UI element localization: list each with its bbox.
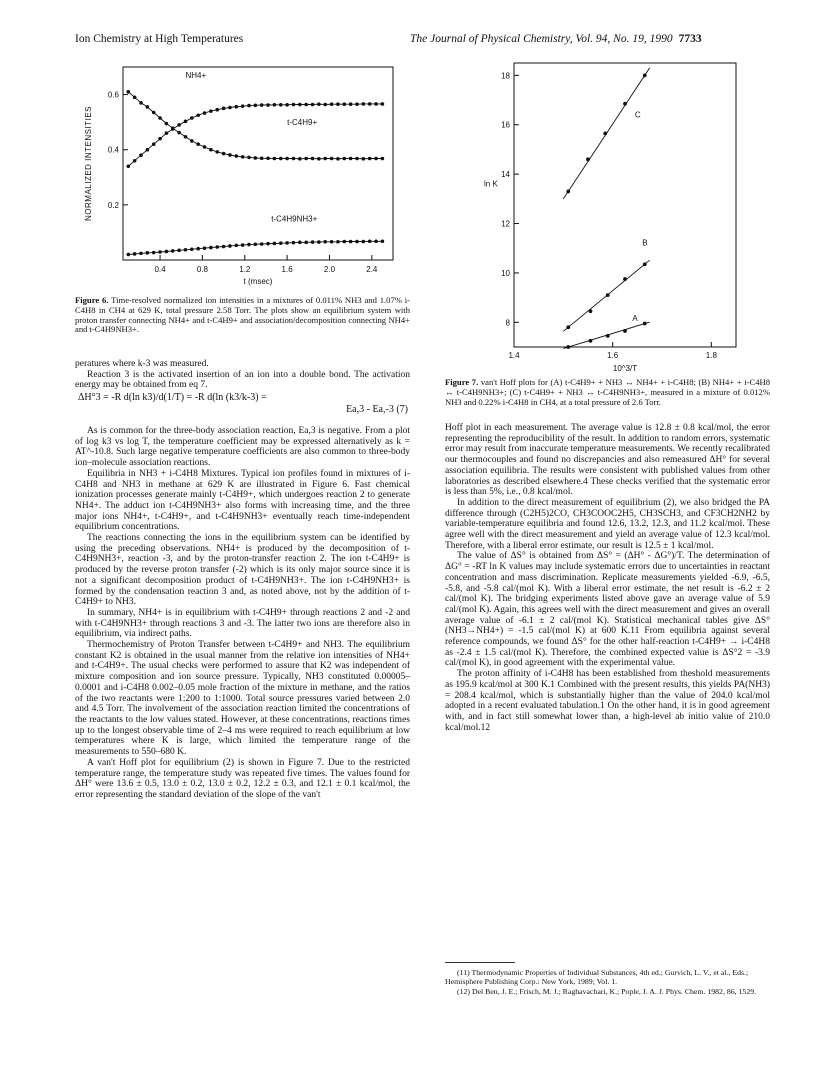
data-point (190, 116, 194, 120)
y-tick-label: 8 (505, 318, 510, 328)
x-tick-label: 1.8 (705, 351, 717, 360)
left-column-top (75, 359, 410, 391)
series-label: t-C4H9+ (287, 117, 318, 127)
data-point (586, 157, 590, 161)
figure-7-caption-text: van't Hoff plots for (A) t-C4H9+ + NH3 ↔ NH4+ + i-C4H8; (B) NH4+ + i-C4H8 ↔ t-C4H9NH3+; (C) t-C4H9+ + NH3 ↔ t-C4H9NH3+, measured in a mixture of 0.012% NH3 and 0.22% i-C4H8 in CH4, at a total pressure of 2.6 Torr. (445, 377, 771, 407)
y-tick-label: 0.2 (107, 200, 119, 210)
data-point (152, 142, 156, 146)
data-point (355, 240, 359, 244)
series-label: t-C4H9NH3+ (271, 214, 318, 224)
data-point (273, 103, 277, 107)
x-tick-label: 0.8 (196, 265, 208, 274)
data-point (342, 157, 346, 161)
data-point (133, 159, 137, 163)
figure-6-caption (75, 296, 410, 335)
data-point (228, 153, 232, 157)
data-point (209, 246, 213, 250)
figure-7-caption-label: Figure 7. (445, 377, 479, 387)
data-point (177, 249, 181, 253)
data-point (349, 157, 353, 161)
data-point (317, 240, 321, 244)
data-point (349, 102, 353, 106)
paragraph: Reaction 3 is the activated insertion of an ion into a double bond. The activation energy may be obtained from eq 7. (75, 369, 410, 391)
data-point (171, 249, 175, 253)
equation-7 (78, 392, 408, 415)
y-tick-label: 10 (501, 268, 510, 278)
data-point (165, 122, 169, 126)
x-axis-label: 10^3/T (612, 364, 638, 373)
data-point (368, 102, 372, 106)
data-point (196, 247, 200, 251)
data-point (203, 111, 207, 115)
data-point (126, 253, 130, 257)
data-point (209, 148, 213, 152)
data-point (184, 135, 188, 139)
data-point (330, 102, 334, 106)
data-point (260, 242, 264, 246)
data-point (190, 139, 194, 143)
data-point (362, 240, 366, 244)
data-point (126, 90, 130, 94)
figure-6-plot (75, 55, 415, 290)
left-column-body (75, 426, 410, 801)
data-point (209, 109, 213, 113)
data-point (323, 240, 327, 244)
data-point (165, 131, 169, 135)
figure-7-caption (445, 378, 770, 407)
data-point (234, 105, 238, 109)
data-point (215, 108, 219, 112)
data-point (234, 244, 238, 248)
data-point (374, 157, 378, 161)
paragraph: Equilibria in NH3 + i-C4H8 Mixtures. Typical ion profiles found in mixtures of i-C4H8 and NH3 in methane at 629 K are illustrated in Figure 6. Fast chemical ionization processes generate mainly t-C4H9+, which undergoes reaction 2 to generate NH4+. The adduct ion t-C4H9NH3+ also forms with increasing time, and the three major ions NH4+, t-C4H9+, and t-C4H9NH3+ eventually reach time-independent equilibrium concentrations. (75, 468, 410, 533)
footnote-rule (445, 962, 515, 963)
data-point (228, 106, 232, 110)
equation-line-2 (78, 404, 408, 415)
data-point (589, 339, 593, 343)
data-point (336, 240, 340, 244)
data-point (222, 152, 226, 156)
y-tick-label: 14 (501, 170, 510, 180)
data-point (247, 156, 251, 160)
data-point (355, 157, 359, 161)
data-point (241, 243, 245, 247)
data-point (342, 102, 346, 106)
series-label: NH4+ (185, 71, 207, 81)
x-tick-label: 0.4 (154, 265, 166, 274)
paragraph: Thermochemistry of Proton Transfer between t-C4H9+ and NH3. The equilibrium constant K2 is obtained in the usual manner from the relative ion intensities of NH4+ and t-C4H9+. The usual checks were performed to assure that K2 was independent of mixture composition and ion source pressure. Typically, NH3 constituted 0.00005–0.0001 and i-C4H8 0.002–0.05 mole fraction of the mixture in methane, and the ratios of the two reactants were 1:200 to 1:1000. Total source pressures varied between 2.0 and 4.5 Torr. The involvement of the association reaction limited the concentrations of the reactants to the low values stated. However, at these concentrations, reactions times up to the longest observable time of 2–4 ms were required to reach equilibrium at low temperatures where K is large, which limited the temperature range of the measurements to 550–680 K. (75, 640, 410, 758)
data-point (158, 116, 162, 120)
data-point (152, 251, 156, 255)
data-point (330, 157, 334, 161)
data-point (643, 322, 647, 326)
data-point (146, 105, 150, 109)
data-point (152, 111, 156, 115)
data-point (317, 157, 321, 161)
data-point (203, 145, 207, 149)
y-tick-label: 12 (501, 219, 510, 229)
data-point (374, 239, 378, 243)
paragraph: In summary, NH4+ is in equilibrium with t-C4H9+ through reactions 2 and -2 and with t-C4H9NH3+ through reactions 3 and -3. The latter two ions are therefore also in equilibrium, via indirect paths. (75, 607, 410, 640)
y-axis-label: NORMALIZED INTENSITIES (84, 105, 93, 222)
x-tick-label: 1.4 (508, 351, 520, 360)
line-label: B (642, 238, 648, 248)
equation-rhs: Ea,3 - Ea,-3 (346, 404, 394, 415)
paragraph: The proton affinity of i-C4H8 has been established from theshold measurements as 195.9 kcal/mol at 300 K.1 Combined with the present results, this yields PA(NH3) = 208.4 kcal/mol, which is substantially higher than the value of 204.0 kcal/mol adopted in a recent evaluated tabulation.1 On the other hand, it is in good agreement with, and in fact still somewhat lower than, a high-level ab initio value of 210.0 kcal/mol.12 (445, 669, 770, 733)
equation-line-1: ΔH°3 = -R d(ln k3)/d(1/T) = -R d(ln (k3/k-3) = (78, 392, 267, 403)
data-point (171, 127, 175, 131)
data-point (254, 156, 258, 160)
data-point (266, 156, 270, 160)
equation-number: (7) (396, 404, 408, 415)
data-point (589, 309, 593, 313)
data-point (606, 334, 610, 338)
data-point (304, 157, 308, 161)
data-point (285, 103, 289, 107)
running-header-journal (410, 33, 702, 45)
data-point (323, 157, 327, 161)
data-point (279, 157, 283, 161)
data-point (139, 153, 143, 157)
line-label: C (634, 110, 641, 120)
data-point (241, 104, 245, 108)
data-point (311, 240, 315, 244)
figure-7-plot (470, 55, 750, 375)
data-point (304, 241, 308, 245)
data-point (304, 103, 308, 107)
data-point (260, 156, 264, 160)
data-point (643, 262, 647, 266)
data-point (381, 157, 385, 161)
data-point (273, 242, 277, 246)
data-point (133, 96, 137, 100)
data-point (139, 252, 143, 256)
references (445, 968, 770, 997)
paragraph: In addition to the direct measurement of equilibrium (2), we also bridged the PA difference through (C2H5)2CO, CH3COOC2H5, CH3SCH3, and CF3CH2NH2 by variable-temperature equilibria and found 12.6, 13.2, 12.3, and 11.2 kcal/mol. These agree well with the direct measurement and yield an average value of 12.3 kcal/mol. Therefore, with a liberal error estimate, our result is 12.5 ± 1 kcal/mol. (445, 497, 770, 551)
data-point (165, 250, 169, 254)
x-tick-label: 1.2 (239, 265, 251, 274)
data-point (566, 190, 570, 194)
data-point (381, 239, 385, 243)
data-point (133, 252, 137, 256)
data-point (330, 240, 334, 244)
data-point (254, 242, 258, 246)
data-point (260, 103, 264, 107)
paragraph: A van't Hoff plot for equilibrium (2) is shown in Figure 7. Due to the restricted temperature range, the temperature study was repeated five times. The values found for ΔH° were 13.6 ± 0.5, 13.0 ± 0.2, 13.0 ± 0.2, 12.2 ± 0.3, and 12.1 ± 0.1 kcal/mol, the error representing the standard deviation of the slope of the van't (75, 757, 410, 800)
data-point (606, 293, 610, 297)
data-point (222, 107, 226, 111)
data-point (368, 239, 372, 243)
data-point (234, 154, 238, 158)
y-tick-label: 0.4 (107, 145, 119, 155)
data-point (177, 131, 181, 135)
journal-citation: The Journal of Physical Chemistry, Vol. 94, No. 19, 1990 (410, 33, 673, 45)
data-point (247, 243, 251, 247)
page-number: 7733 (678, 33, 702, 45)
data-point (146, 251, 150, 255)
right-column-body (445, 423, 770, 733)
line-label: A (632, 314, 638, 324)
data-point (241, 155, 245, 159)
data-point (126, 164, 130, 168)
data-point (311, 157, 315, 161)
data-point (222, 245, 226, 249)
data-point (215, 245, 219, 249)
data-point (292, 103, 296, 107)
data-point (292, 157, 296, 161)
data-point (279, 241, 283, 245)
data-point (196, 113, 200, 117)
data-point (247, 104, 251, 108)
data-point (623, 277, 627, 281)
data-point (355, 102, 359, 106)
paragraph: The reactions connecting the ions in the equilibrium system can be identified by using the preceding observations. NH4+ is produced by the decomposition of t-C4H9NH3+, reaction -3, and by the proton-transfer reaction 2. The ion t-C4H9+ is produced by the reverse proton transfer (-2) which is its only major source since it is not a significant decomposition product of t-C4H9NH3+. The ion t-C4H9NH3+ is formed by the condensation reaction 3 and, as noted above, not by the addition of t-C4H9+ to NH3. (75, 533, 410, 608)
data-point (203, 246, 207, 250)
data-point (184, 248, 188, 252)
data-point (298, 241, 302, 245)
running-header-title: Ion Chemistry at High Temperatures (75, 33, 244, 45)
figure-6-caption-label: Figure 6. (75, 295, 109, 305)
data-point (279, 103, 283, 107)
x-tick-label: 2.4 (366, 265, 378, 274)
data-point (336, 102, 340, 106)
data-point (298, 103, 302, 107)
y-tick-label: 18 (501, 71, 510, 81)
data-point (374, 102, 378, 106)
data-point (177, 123, 181, 127)
data-point (285, 157, 289, 161)
y-axis-label: ln K (484, 179, 498, 189)
paragraph: Hoff plot in each measurement. The average value is 12.8 ± 0.8 kcal/mol, the error representing the reproducibility of the result. In addition to random errors, systematic error may result from inaccurate temperature measurements. We recently recalibrated our thermocouples and found no discrepancies and also remeasured ΔH° for several association equilibria. The results were consistent with published values from other laboratories as described elsewhere.4 These checks verified that the systematic error is less than 5%, i.e., 0.8 kcal/mol. (445, 423, 770, 498)
y-tick-label: 16 (501, 120, 510, 130)
data-point (643, 73, 647, 77)
data-point (184, 120, 188, 124)
x-tick-label: 1.6 (281, 265, 293, 274)
data-point (623, 102, 627, 106)
x-axis-label: t (msec) (243, 277, 273, 286)
x-tick-label: 1.6 (607, 351, 619, 360)
data-point (292, 241, 296, 245)
paragraph: peratures where k-3 was measured. (75, 359, 209, 369)
data-point (362, 102, 366, 106)
data-point (336, 157, 340, 161)
reference-item: (12) Del Ben, J. E.; Frisch, M. J.; Raghavachari, K.; Pople, J. A. J. Phys. Chem. 1982, 86, 1529. (457, 987, 757, 996)
data-point (566, 345, 570, 349)
data-point (317, 102, 321, 106)
data-point (139, 101, 143, 105)
figure-6-caption-text: Time-resolved normalized ion intensities in a mixtures of 0.011% NH3 and 1.07% i-C4H8 in CH4 at 629 K, total pressure 2.58 Torr. The plots show an equilibrium system with proton transfer connecting NH4+ and t-C4H9+ and association/decomposition connecting NH4+ and t-C4H9NH3+. (75, 295, 411, 335)
y-tick-label: 0.6 (107, 90, 119, 100)
data-point (146, 148, 150, 152)
x-tick-label: 2.0 (323, 265, 336, 274)
data-point (349, 240, 353, 244)
data-point (566, 325, 570, 329)
data-point (266, 103, 270, 107)
data-point (311, 103, 315, 107)
data-point (342, 240, 346, 244)
data-point (603, 131, 607, 135)
data-point (266, 242, 270, 246)
plot-frame (123, 67, 393, 260)
data-point (623, 329, 627, 333)
data-point (323, 103, 327, 107)
data-point (196, 142, 200, 146)
reference-item: (11) Thermodynamic Properties of Individual Substances, 4th ed.; Gurvich, L. V., et al., Eds.; Hemisphere Publishing Corp.: New York, 1989; Vol. 1. (445, 968, 749, 986)
data-point (254, 104, 258, 108)
data-point (368, 157, 372, 161)
data-point (285, 241, 289, 245)
data-point (362, 157, 366, 161)
data-point (298, 157, 302, 161)
data-point (381, 102, 385, 106)
data-point (158, 250, 162, 254)
paragraph: The value of ΔS° is obtained from ΔS° = (ΔH° - ΔG°)/T. The determination of ΔG° = -RT ln K values may include systematic errors due to uncertainties in reactant concentration and mass discrimination. Replicate measurements yielded -6.9, -6.5, -5.8, and -5.8 cal/(mol K). With a liberal error estimate, the net result is -6.2 ± 2 cal/(mol K). The bridging experiments listed above gave an average value of 5.9 cal/(mol K). Again, this agrees well with the direct measurement and gives an overall average value of -6.1 ± 2 cal/(mol K). Statistical mechanical tables give ΔS°(NH3→NH4+) = -1.5 cal/(mol K) at 600 K.11 From equilibria against several reference compounds, we found ΔS° for the other half-reaction t-C4H9+ → i-C4H8 as -2.4 ± 1.5 cal/(mol K). Therefore, the combined expected value is ΔS°2 = -3.9 cal/(mol K), in good agreement with the experimental value. (445, 551, 770, 669)
data-point (158, 137, 162, 141)
data-point (190, 247, 194, 251)
data-point (228, 244, 232, 248)
data-point (273, 157, 277, 161)
data-point (215, 150, 219, 154)
paragraph: As is common for the three-body association reaction, Ea,3 is negative. From a plot of log k3 vs log T, the temperature coefficient may be expressed alternatively as k = AT^-10.8. Such large negative temperature coefficients are also common to three-body ion–molecule association reactions. (75, 426, 410, 469)
